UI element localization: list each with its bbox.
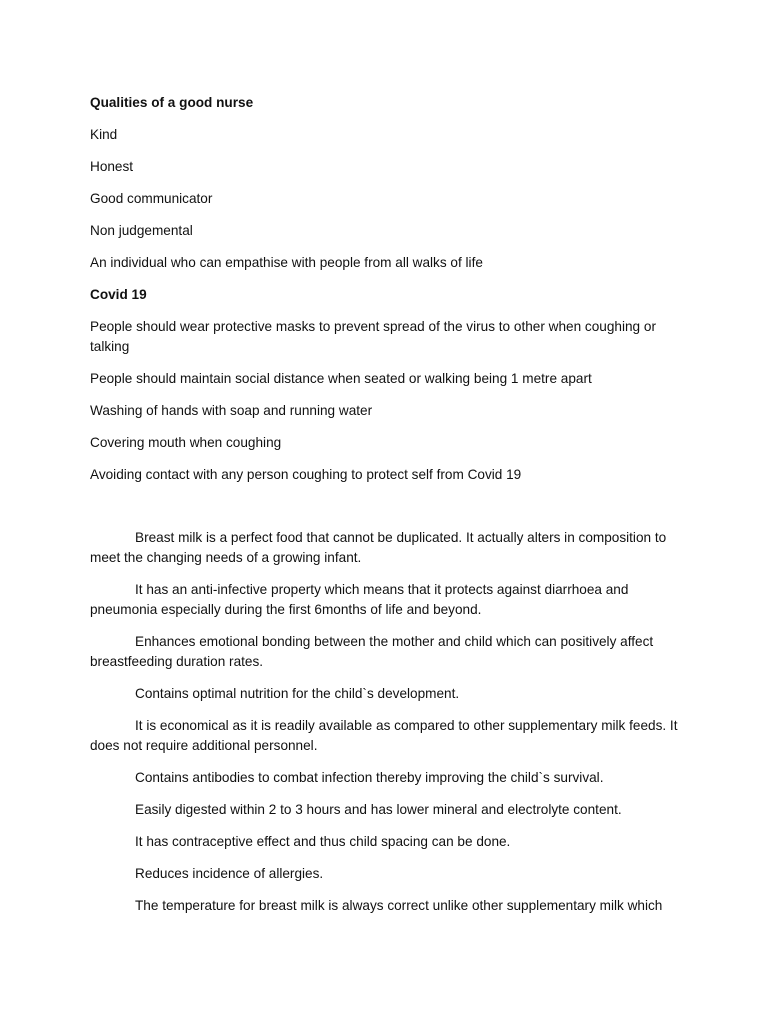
paragraph: Reduces incidence of allergies. [135, 866, 324, 881]
document-page [90, 93, 690, 928]
list-item: Kind [90, 127, 118, 142]
list-item: Honest [90, 159, 134, 174]
section-breast-milk [90, 528, 690, 916]
paragraph: It is economical as it is readily available as compared to other supplementary milk feeds. It does not require additional personnel. [90, 718, 678, 753]
paragraph: It has contraceptive effect and thus child spacing can be done. [135, 834, 511, 849]
list-item: Good communicator [90, 191, 213, 206]
section-heading: Covid 19 [90, 287, 147, 302]
paragraph: Contains optimal nutrition for the child`s development. [135, 686, 460, 701]
paragraph: Contains antibodies to combat infection thereby improving the child`s survival. [135, 770, 604, 785]
paragraph: It has an anti-infective property which means that it protects against diarrhoea and pneumonia especially during the first 6months of life and beyond. [90, 582, 629, 617]
paragraph: Easily digested within 2 to 3 hours and has lower mineral and electrolyte content. [135, 802, 622, 817]
list-item: Avoiding contact with any person coughing to protect self from Covid 19 [90, 467, 522, 482]
paragraph: Enhances emotional bonding between the mother and child which can positively affect breastfeeding duration rates. [90, 634, 654, 669]
list-item: An individual who can empathise with people from all walks of life [90, 255, 483, 270]
list-item: Non judgemental [90, 223, 193, 238]
section-covid [90, 285, 690, 485]
paragraph: Breast milk is a perfect food that cannot be duplicated. It actually alters in composition to meet the changing needs of a growing infant. [90, 530, 667, 565]
section-heading: Qualities of a good nurse [90, 95, 254, 110]
section-qualities [90, 93, 690, 273]
list-item: Covering mouth when coughing [90, 435, 282, 450]
blank-line [90, 497, 690, 528]
paragraph: The temperature for breast milk is always correct unlike other supplementary milk which [135, 898, 663, 913]
list-item: Washing of hands with soap and running water [90, 403, 373, 418]
list-item: People should wear protective masks to prevent spread of the virus to other when coughing or talking [90, 319, 656, 354]
list-item: People should maintain social distance when seated or walking being 1 metre apart [90, 371, 592, 386]
